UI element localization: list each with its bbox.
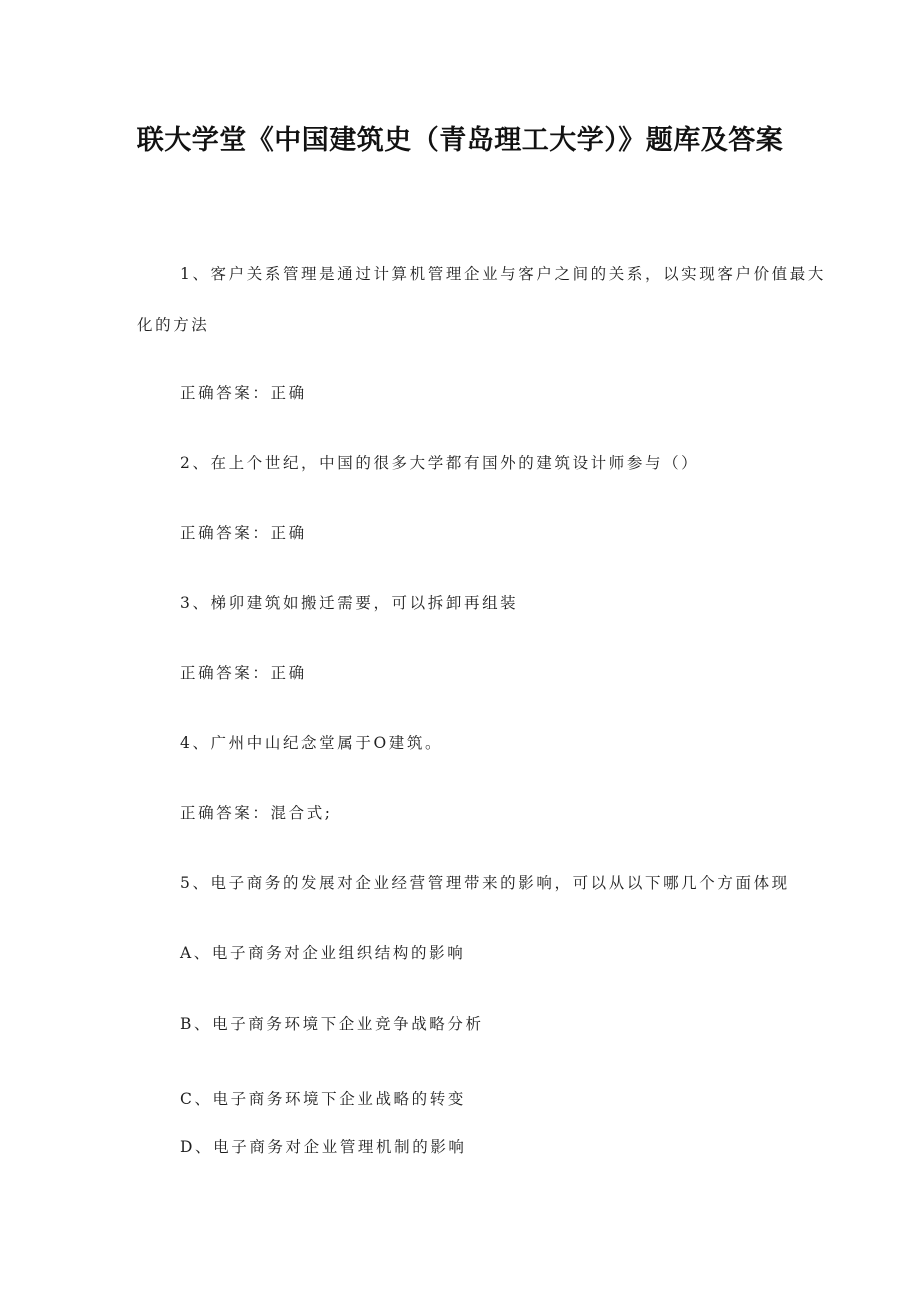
question-5-option-a: A、电子商务对企业组织结构的影响 — [180, 944, 466, 962]
question-5-option-b: B、电子商务环境下企业竞争战略分析 — [180, 1015, 484, 1033]
question-2-text: 2、在上个世纪，中国的很多大学都有国外的建筑设计师参与（） — [180, 454, 700, 472]
question-3-text: 3、梯卯建筑如搬迁需要，可以拆卸再组装 — [180, 594, 519, 612]
document-title: 联大学堂《中国建筑史（青岛理工大学）》题库及答案 — [136, 125, 784, 156]
question-3-answer: 正确答案：正确 — [180, 664, 307, 682]
question-2-answer: 正确答案：正确 — [180, 524, 307, 542]
question-5-text: 5、电子商务的发展对企业经营管理带来的影响，可以从以下哪几个方面体现 — [180, 874, 790, 892]
question-4-answer: 正确答案：混合式; — [180, 804, 333, 822]
question-5-option-c: C、电子商务环境下企业战略的转变 — [180, 1090, 466, 1108]
question-1-text-line1: 1、客户关系管理是通过计算机管理企业与客户之间的关系，以实现客户价值最大 — [180, 265, 826, 283]
question-5-option-d: D、电子商务对企业管理机制的影响 — [180, 1138, 467, 1156]
question-4-text: 4、广州中山纪念堂属于O建筑。 — [180, 734, 444, 752]
question-1-text-line2: 化的方法 — [137, 316, 210, 334]
question-1-answer: 正确答案：正确 — [180, 384, 307, 402]
